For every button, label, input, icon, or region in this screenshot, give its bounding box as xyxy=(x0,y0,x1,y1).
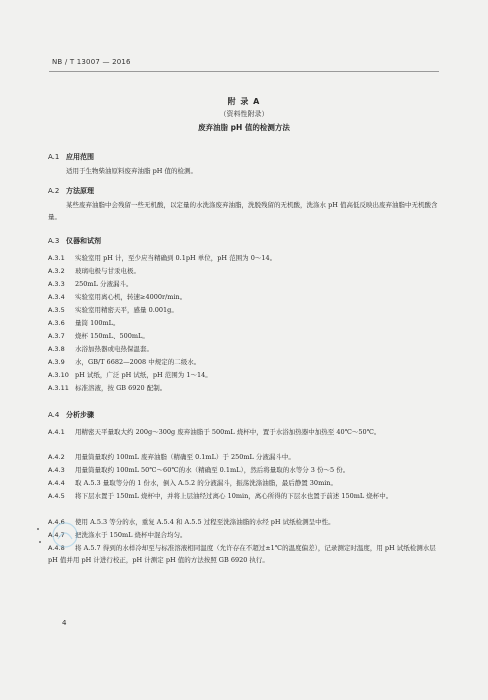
standard-number: NB / T 13007 — 2016 xyxy=(52,58,131,66)
list-item xyxy=(48,516,442,529)
section-number: A.2 xyxy=(48,187,60,195)
item-text: 量筒 100mL。 xyxy=(75,319,120,327)
section-heading-a4 xyxy=(48,410,94,420)
list-item xyxy=(48,426,442,438)
section-title: 应用范围 xyxy=(66,153,94,161)
item-text: 烧杯 150mL、500mL。 xyxy=(75,332,149,340)
item-number: A.4.6 xyxy=(48,518,65,526)
list-item xyxy=(48,356,442,369)
item-number: A.4.4 xyxy=(48,479,65,487)
list-item xyxy=(48,529,442,542)
item-number: A.4.3 xyxy=(48,466,65,474)
annex-label: 附 录 A xyxy=(227,97,261,106)
item-text: 实验室用精密天平，感量 0.001g。 xyxy=(75,306,178,314)
item-number: A.4.2 xyxy=(48,453,65,461)
item-number: A.3.2 xyxy=(48,267,65,275)
section-heading-a3 xyxy=(48,236,101,246)
item-text: pH 试纸，广泛 pH 试纸，pH 范围为 1～14。 xyxy=(75,371,212,379)
list-item xyxy=(48,278,442,291)
item-text: 水浴加热器或电热保温套。 xyxy=(75,345,153,353)
item-number: A.4.8 xyxy=(48,544,65,552)
item-number: A.3.1 xyxy=(48,254,65,262)
item-text: 实验室用 pH 计，至少应当精确到 0.1pH 单位，pH 范围为 0～14。 xyxy=(75,254,277,262)
scan-speck xyxy=(39,541,41,543)
section-number: A.3 xyxy=(48,237,60,245)
watermark-stamp-icon xyxy=(50,520,80,550)
item-number: A.4.5 xyxy=(48,492,65,500)
list-item xyxy=(48,304,442,317)
section-heading-a2 xyxy=(48,186,94,196)
item-number: A.4.1 xyxy=(48,428,65,436)
item-number: A.3.6 xyxy=(48,319,65,327)
section-number: A.1 xyxy=(48,153,60,161)
item-number: A.4.7 xyxy=(48,531,65,539)
item-text: 实验室用离心机，转速≥4000r/min。 xyxy=(75,293,187,301)
item-number: A.3.3 xyxy=(48,280,65,288)
item-text: 标准溶液，按 GB 6920 配制。 xyxy=(75,384,167,392)
item-text: 把洗涤水于 150mL 烧杯中混合均匀。 xyxy=(75,531,187,539)
item-text: 玻璃电极与甘汞电极。 xyxy=(75,267,140,275)
item-text: 将下层水置于 150mL 烧杯中，并将上层油经过离心 10min，离心所得的下层水也置于前述 150mL 烧杯中。 xyxy=(75,492,393,500)
list-item xyxy=(48,343,442,356)
section-a1-text: 适用于生物柴油原料废弃油脂 pH 值的检测。 xyxy=(66,167,197,175)
section-title: 分析步骤 xyxy=(66,411,94,419)
item-text: 使用 A.5.3 等分的水，重复 A.5.4 和 A.5.5 过程至洗涤油脂的水经 pH 试纸检测呈中性。 xyxy=(75,518,335,526)
page-number: 4 xyxy=(62,619,67,627)
list-item xyxy=(48,330,442,343)
list-item xyxy=(48,265,442,278)
item-number: A.3.9 xyxy=(48,358,65,366)
section-number: A.4 xyxy=(48,411,60,419)
list-item xyxy=(48,317,442,330)
item-text: 用精密天平量取大约 200g～300g 废弃油脂于 500mL 烧杯中，置于水浴加热器中加热至 40℃～50℃。 xyxy=(75,428,381,436)
list-item xyxy=(48,451,442,464)
item-number: A.3.10 xyxy=(48,371,69,379)
item-text: 水，GB/T 6682—2008 中规定的二级水。 xyxy=(75,358,201,366)
item-text: 用量筒量取约 100mL 50℃～60℃的水（精确至 0.1mL），然后将量取的水等分 3 份～5 份。 xyxy=(75,466,350,474)
item-text: 取 A.5.3 量取等分的 1 份水，倒入 A.5.2 的分液漏斗，振荡洗涤油脂，最后静置 30min。 xyxy=(75,479,337,487)
list-item xyxy=(48,490,442,502)
section-heading-a1 xyxy=(48,152,94,162)
item-number: A.3.11 xyxy=(48,384,69,392)
annex-title: 废弃油脂 pH 值的检测方法 xyxy=(198,123,290,132)
item-text: 将 A.5.7 得到的水样冷却至与标准溶液相同温度（允许存在不超过±1℃的温度偏差），记录测定时温度，用 pH 试纸检测水层 pH 值并用 pH 计进行校正，pH 计测定 pH 值的方法按照 GB 6920 执行。 xyxy=(48,544,436,564)
list-item xyxy=(48,382,442,395)
list-item xyxy=(48,542,442,566)
header-rule xyxy=(49,71,439,72)
section-a2-text: 某些废弃油脂中会残留一些无机酸，以定量的水洗涤废弃油脂，洗脱残留的无机酸，洗涤水 pH 值高低反映出废弃油脂中无机酸含量。 xyxy=(48,201,438,221)
item-text: 用量筒量取约 100mL 废弃油脂（精确至 0.1mL）于 250mL 分液漏斗中。 xyxy=(75,453,295,461)
item-number: A.3.5 xyxy=(48,306,65,314)
list-item xyxy=(48,477,442,490)
annex-type: （资料性附录） xyxy=(219,110,269,118)
item-number: A.3.4 xyxy=(48,293,65,301)
list-item xyxy=(48,464,442,477)
section-title: 方法原理 xyxy=(66,187,94,195)
list-item xyxy=(48,252,442,265)
item-number: A.3.8 xyxy=(48,345,65,353)
section-title: 仪器和试剂 xyxy=(66,237,101,245)
list-item xyxy=(48,291,442,304)
scan-speck xyxy=(37,528,39,530)
item-number: A.3.7 xyxy=(48,332,65,340)
item-text: 250mL 分液漏斗。 xyxy=(75,280,133,288)
list-item xyxy=(48,369,442,382)
